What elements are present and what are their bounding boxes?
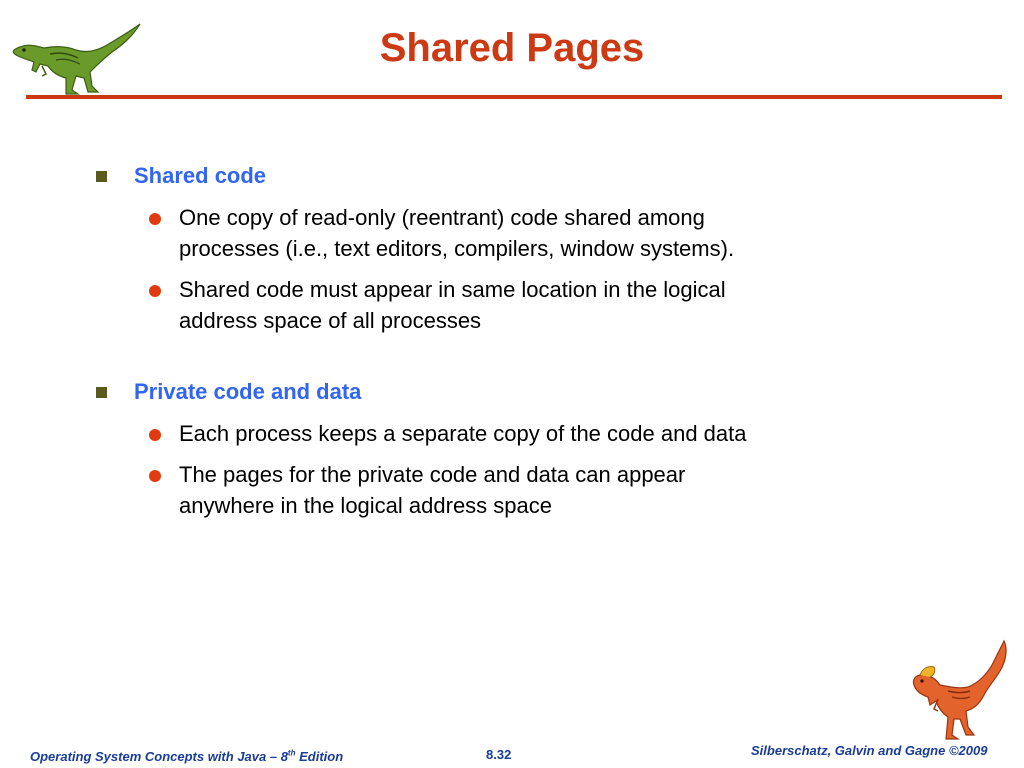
- bullet-line: Each process keeps a separate copy of the code and data: [179, 421, 747, 446]
- footer-book-sup: th: [287, 748, 296, 758]
- bullet-line: One copy of read-only (reentrant) code shared among: [179, 205, 705, 230]
- slide-title: Shared Pages: [379, 26, 645, 70]
- bullet-text: [179, 202, 879, 264]
- bullet-line: The pages for the private code and data can appear: [179, 462, 686, 487]
- red-dinosaur-icon: [908, 635, 1012, 747]
- round-bullet-icon: [149, 470, 161, 482]
- square-bullet-icon: [96, 387, 107, 398]
- bullet-line: anywhere in the logical address space: [179, 493, 553, 518]
- bullet-line: Shared code must appear in same location in the logical: [179, 277, 726, 302]
- round-bullet-icon: [149, 429, 161, 441]
- bullet-line: address space of all processes: [179, 308, 482, 333]
- round-bullet-icon: [149, 285, 161, 297]
- bullet-line: processes (i.e., text editors, compilers, window systems).: [179, 236, 735, 261]
- footer-book-prefix: Operating System Concepts with Java – 8: [30, 749, 288, 764]
- square-bullet-icon: [96, 171, 107, 182]
- footer-page-number: 8.32: [486, 747, 512, 762]
- bullet-text: [179, 274, 879, 336]
- footer-book-title: [30, 750, 343, 763]
- bullet-text: [179, 418, 879, 449]
- section-heading-private-code: Private code and data: [134, 379, 362, 404]
- footer-book-suffix: Edition: [295, 749, 344, 764]
- round-bullet-icon: [149, 213, 161, 225]
- section-heading-shared-code: Shared code: [134, 163, 267, 188]
- bullet-text: [179, 459, 879, 521]
- footer-copyright: Silberschatz, Galvin and Gagne ©2009: [751, 743, 988, 758]
